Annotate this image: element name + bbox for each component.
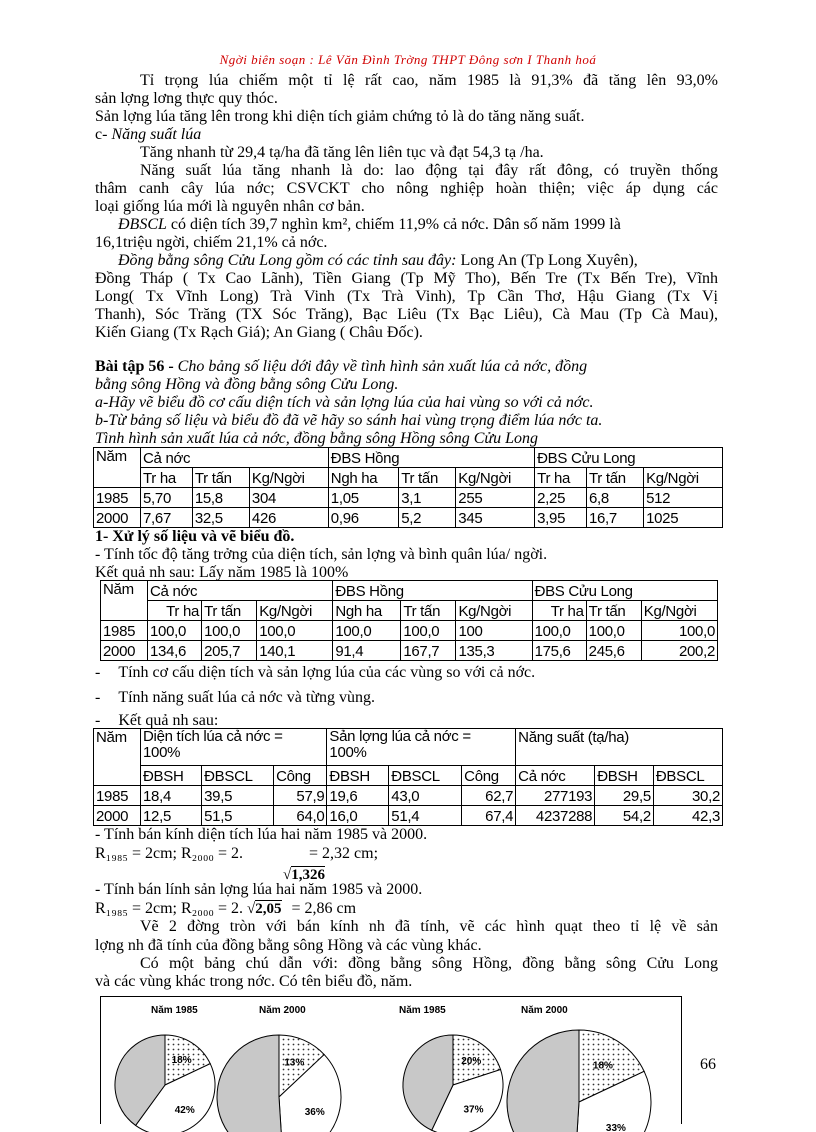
table-header-cell: Cả nớc [516, 766, 595, 786]
table-row [94, 786, 723, 806]
table-header-cell [141, 729, 327, 766]
provinces-intro: Đồng bằng sông Cửu Long gồm có các tỉnh sau đây: [118, 252, 457, 269]
table-cell: 1985 [101, 621, 148, 641]
text-line: - Tính bán kính diện tích lúa hai năm 1985 và 2000. [95, 826, 428, 843]
table-cell: 15,8 [192, 488, 249, 508]
table-header-cell: ĐBSCL [202, 766, 274, 786]
table-header-cell: Ngh ha [333, 601, 401, 621]
table-cell: 100,0 [148, 621, 202, 641]
text-line: Đồng Tháp ( Tx Cao Lãnh), Tiền Giang (Tp Mỹ Tho), Bến Tre (Tx Bến Tre), Vĩnh [95, 270, 718, 287]
table-cell: 39,5 [202, 786, 274, 806]
pie-slice-label: 33% [605, 1123, 626, 1132]
bullet-text: Tính năng suất lúa cả nớc và từng vùng. [118, 689, 375, 706]
table-cell: 1025 [644, 508, 723, 528]
text-line: Kiến Giang (Tx Rạch Giá); An Giang ( Châu Đốc). [95, 324, 423, 341]
table-cell: 100,0 [641, 621, 717, 641]
table-cell: 3,95 [535, 508, 587, 528]
text-line: Thanh), Sóc Trăng (TX Sóc Trăng), Bạc Liêu (Tx Bạc Liêu), Cà Mau (Tp Cà Mau), [95, 306, 718, 323]
table-cell: 62,7 [462, 786, 516, 806]
table-header-cell: Kg/Ngời [644, 468, 723, 488]
pie-title: Năm 1985 [151, 1005, 198, 1016]
text-line: Tăng nhanh từ 29,4 tạ/ha đã tăng lên liên tục và đạt 54,3 tạ /ha. [140, 144, 544, 161]
table-cell: 7,67 [141, 508, 193, 528]
text-line: Có một bảng chú dẫn với: đồng bằng sông Hồng, đồng bằng sông Cửu Long [140, 955, 718, 972]
table-header-cell: Tr tấn [399, 468, 456, 488]
bullet-mark: - [95, 689, 101, 706]
part1-title: 1- Xử lý số liệu và vẽ biểu đồ. [95, 528, 295, 545]
table-header-cell: Tr ha [535, 468, 587, 488]
table-cell: 6,8 [586, 488, 643, 508]
table-cell: 16,7 [586, 508, 643, 528]
provinces-line [118, 252, 638, 270]
table-cell: 175,6 [532, 641, 586, 661]
table-cell: 135,3 [456, 641, 532, 661]
radius2-calc: R₁₉₈₅ = 2cm; R₂₀₀₀ = 2. [95, 900, 244, 917]
text-line: Kết quả nh sau: Lấy năm 1985 là 100% [95, 564, 349, 581]
pie-slice [507, 1030, 579, 1132]
table-subheader-row [94, 468, 723, 488]
text-line: sản lợng lơng thực quy thóc. [95, 90, 278, 107]
radius1-calc-line [95, 845, 378, 863]
page-header: Ngời biên soạn : Lê Văn Đình Trờng THPT Đông sơn I Thanh hoá [219, 52, 597, 67]
radius2-calc-line [95, 900, 356, 918]
table-row [94, 508, 723, 528]
table-cell: 51,5 [202, 806, 274, 826]
table-cell: 100,0 [202, 621, 257, 641]
table-cell: 54,2 [595, 806, 654, 826]
provinces-text: Long An (Tp Long Xuyên), [460, 252, 638, 269]
table-cell: 64,0 [274, 806, 327, 826]
table-header-cell: Kg/Ngời [249, 468, 328, 488]
text-line: bằng sông Hồng và đồng bằng sông Cửu Long. [95, 376, 399, 393]
sqrt-expression [247, 900, 281, 917]
bullet-item [95, 664, 535, 682]
table-header-cell: Cả nớc [148, 581, 333, 601]
text-line: thâm canh cây lúa nớc; CSVCKT cho nông nghiệp hoàn thiện; việc áp dụng các [95, 180, 718, 197]
text-line: và các vùng khác trong nớc. Có tên biểu đồ, năm. [95, 973, 413, 990]
pie-title: Năm 2000 [521, 1005, 568, 1016]
table-header-cell: Công [274, 766, 327, 786]
table-cell: 18,4 [141, 786, 202, 806]
table-cell: 67,4 [462, 806, 516, 826]
table-row [94, 806, 723, 826]
exercise-heading [95, 358, 718, 376]
pie-slice-label: 20% [461, 1055, 482, 1067]
table-cell: 1985 [94, 786, 141, 806]
text-line: Năng suất lúa tăng nhanh là do: lao động tại đây rất đông, có truyền thống [140, 162, 718, 179]
table-header-cell: Kg/Ngời [257, 601, 333, 621]
table-header-cell: ĐBSH [141, 766, 202, 786]
sqrt-icon: √ [283, 867, 292, 883]
table-header-cell: Tr tấn [586, 468, 643, 488]
table-header-row [94, 448, 723, 468]
table-cell: 304 [249, 488, 328, 508]
table-header-cell: ĐBS Hồng [328, 448, 534, 468]
table-cell: 32,5 [192, 508, 249, 528]
table-cell: 4237288 [516, 806, 595, 826]
table-header-cell: ĐBS Cửu Long [532, 581, 717, 601]
table-subheader-row [101, 601, 718, 621]
table-header-row [101, 581, 718, 601]
table-cell: 100,0 [401, 621, 456, 641]
bullet-mark: - [95, 712, 101, 729]
dbscl-text: có diện tích 39,7 nghìn km², chiếm 11,9% cả nớc. Dân số năm 1999 là [170, 216, 621, 233]
table-cell: 2000 [101, 641, 148, 661]
table-cell: 167,7 [401, 641, 456, 661]
table-caption: Tình hình sản xuất lúa cả nớc, đồng bằng sông Hồng sông Cửu Long [95, 430, 539, 447]
table-header-cell: ĐBSH [327, 766, 389, 786]
table-cell: 91,4 [333, 641, 401, 661]
table-header-cell: Tr ha [532, 601, 586, 621]
table-cell: 29,5 [595, 786, 654, 806]
table-header-cell: Năng suất (tạ/ha) [516, 729, 723, 766]
table-header-cell: Tr tấn [586, 601, 641, 621]
exercise-text: Cho bảng số liệu dới đây về tình hình sản xuất lúa cả nớc, đồng [177, 358, 588, 375]
table-header-cell: Năm [101, 581, 148, 621]
pie-slice-label: 37% [463, 1104, 484, 1116]
page-number: 66 [700, 1056, 716, 1073]
table-header-cell: Kg/Ngời [456, 601, 532, 621]
text-line: Long( Tx Vĩnh Long) Trà Vinh (Tx Trà Vinh), Tp Cần Thơ, Hậu Giang (Tx Vị [95, 288, 718, 305]
table-cell: 16,0 [327, 806, 389, 826]
table-header-cell: ĐBSCL [653, 766, 722, 786]
table-cell: 100 [456, 621, 532, 641]
table-cell: 200,2 [641, 641, 717, 661]
bullet-text: Kết quả nh sau: [118, 712, 219, 729]
table-cell: 1985 [94, 488, 141, 508]
dbscl-line [118, 216, 718, 234]
table-cell: 134,6 [148, 641, 202, 661]
section-c-title: Năng suất lúa [111, 126, 202, 143]
text-line: Sản lợng lúa tăng lên trong khi diện tích giảm chứng tỏ là do tăng năng suất. [95, 108, 585, 125]
pie-chart-svg [101, 997, 681, 1132]
table-cell: 3,1 [399, 488, 456, 508]
bullet-text: Tính cơ cấu diện tích và sản lợng lúa của các vùng so với cả nớc. [118, 664, 536, 681]
text-line: - Tính bán lính sản lợng lúa hai năm 1985 và 2000. [95, 881, 423, 898]
table-header-cell: Tr ha [141, 468, 193, 488]
table-cell: 277193 [516, 786, 595, 806]
table-header-cell: Kg/Ngời [456, 468, 535, 488]
table-cell: 100,0 [333, 621, 401, 641]
table-header-cell: Năm [94, 729, 141, 786]
table-cell: 12,5 [141, 806, 202, 826]
table-header-cell: Tr tấn [202, 601, 257, 621]
text-line: Vẽ 2 đờng tròn với bán kính nh đã tính, vẽ các hình quạt theo tỉ lệ về sản [140, 918, 718, 935]
table-cell: 42,3 [653, 806, 722, 826]
text-line: loại giống lúa mới là nguyên nhân cơ bản. [95, 198, 365, 215]
table-header-cell: Tr tấn [192, 468, 249, 488]
header-line: Sản lợng lúa cả nớc = [329, 728, 471, 745]
radius1-result: = 2,32 cm; [309, 845, 379, 862]
data-table-2 [100, 580, 718, 661]
table-row [101, 641, 718, 661]
table-header-cell: ĐBSH [595, 766, 654, 786]
text-line: Tỉ trọng lúa chiếm một tỉ lệ rất cao, năm 1985 là 91,3% đã tăng lên 93,0% [140, 72, 718, 89]
table-header-cell: ĐBS Cửu Long [535, 448, 723, 468]
section-c-heading [95, 126, 201, 144]
table-cell: 205,7 [202, 641, 257, 661]
table-cell: 512 [644, 488, 723, 508]
pie-slice-label: 13% [284, 1057, 305, 1069]
sqrt-value: 1,326 [291, 867, 325, 883]
pie-title: Năm 1985 [399, 1005, 446, 1016]
table-header-row [94, 729, 723, 766]
table-cell: 2,25 [535, 488, 587, 508]
radius2-result: = 2,86 cm [291, 900, 357, 917]
pie-title: Năm 2000 [259, 1005, 306, 1016]
table-cell: 5,70 [141, 488, 193, 508]
table-cell: 30,2 [653, 786, 722, 806]
table-cell: 140,1 [257, 641, 333, 661]
pie-slice-label: 18% [592, 1060, 613, 1072]
data-table-1 [93, 447, 723, 528]
table-header-cell: Kg/Ngời [641, 601, 717, 621]
table-header-cell: Tr ha [148, 601, 202, 621]
table-cell: 1,05 [328, 488, 398, 508]
text-line: b-Từ bảng số liệu và biểu đồ đã vẽ hãy so sánh hai vùng trọng điểm lúa nớc ta. [95, 412, 603, 429]
pie-chart-figure [100, 996, 682, 1132]
dbscl-abbr: ĐBSCL [118, 216, 167, 233]
header-line: 100% [143, 744, 181, 761]
table-row [94, 488, 723, 508]
table-cell: 19,6 [327, 786, 389, 806]
table-cell: 5,2 [399, 508, 456, 528]
pie-slice-label: 18% [171, 1054, 192, 1066]
sqrt-value: 2,05 [255, 901, 282, 917]
table-cell: 0,96 [328, 508, 398, 528]
table-header-cell: ĐBSCL [389, 766, 462, 786]
table-cell: 2000 [94, 508, 141, 528]
section-c-label: c- [95, 126, 108, 143]
header-line: 100% [329, 744, 367, 761]
bullet-item [95, 689, 375, 707]
table-cell: 100,0 [257, 621, 333, 641]
table-cell: 57,9 [274, 786, 327, 806]
bullet-mark: - [95, 664, 101, 681]
text-line: lợng nh đã tính của đồng bằng sông Hồng và các vùng khác. [95, 937, 482, 954]
table-header-cell: Ngh ha [328, 468, 398, 488]
pie-slice-label: 36% [304, 1107, 325, 1119]
table-cell: 426 [249, 508, 328, 528]
table-cell: 255 [456, 488, 535, 508]
data-table-3 [93, 728, 723, 826]
table-cell: 345 [456, 508, 535, 528]
table-cell: 245,6 [586, 641, 641, 661]
table-cell: 43,0 [389, 786, 462, 806]
text-line: - Tính tốc độ tăng trởng của diện tích, sản lợng và bình quân lúa/ ngời. [95, 546, 548, 563]
table-subheader-row [94, 766, 723, 786]
text-line: 16,1triệu ngời, chiếm 21,1% cả nớc. [95, 234, 328, 251]
table-header-cell: Cả nớc [141, 448, 329, 468]
table-row [101, 621, 718, 641]
pie-slice [217, 1035, 283, 1132]
text-line: a-Hãy vẽ biểu đồ cơ cấu diện tích và sản lợng lúa của hai vùng so với cả nớc. [95, 394, 594, 411]
table-header-cell: Công [462, 766, 516, 786]
table-header-cell: ĐBS Hồng [333, 581, 532, 601]
pie-slice-label: 42% [174, 1104, 195, 1116]
table-cell: 51,4 [389, 806, 462, 826]
header-line: Diện tích lúa cả nớc = [143, 728, 283, 745]
table-header-cell: Tr tấn [401, 601, 456, 621]
exercise-label: Bài tập 56 - [95, 358, 174, 375]
table-header-cell [327, 729, 516, 766]
table-cell: 100,0 [532, 621, 586, 641]
table-header-cell: Năm [94, 448, 141, 488]
table-cell: 100,0 [586, 621, 641, 641]
sqrt-icon: √ [247, 901, 256, 917]
table-cell: 2000 [94, 806, 141, 826]
radius1-calc: R₁₉₈₅ = 2cm; R₂₀₀₀ = 2. [95, 845, 244, 862]
